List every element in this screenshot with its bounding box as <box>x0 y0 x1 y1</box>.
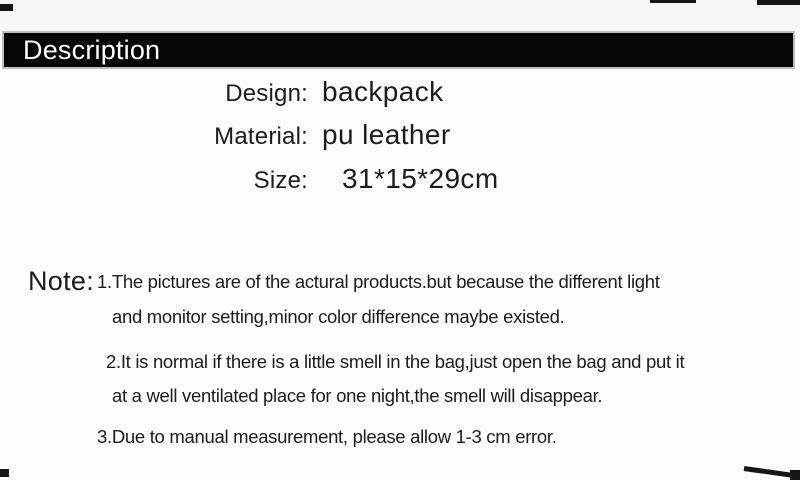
spec-row-material <box>145 119 451 151</box>
note-item-1-line-2: and monitor setting,minor color difference maybe existed. <box>112 306 565 327</box>
spec-label-size: Size: <box>253 167 308 194</box>
corner-mark-top-left <box>0 4 13 11</box>
corner-mark-bottom-right-2 <box>790 470 800 480</box>
note-item-1-line-1: 1.The pictures are of the actural products.but because the different light <box>97 271 660 292</box>
spec-value-size: 31*15*29cm <box>342 163 499 194</box>
corner-mark-top-right-1 <box>650 0 696 3</box>
top-strip <box>0 0 800 31</box>
spec-row-size <box>145 163 499 195</box>
note-item-2-line-1: 2.It is normal if there is a little smell in the bag,just open the bag and put it <box>106 351 685 372</box>
note-item-2-line-2: at a well ventilated place for one night,the smell will disappear. <box>112 385 603 406</box>
banner-title: Description <box>23 34 161 65</box>
spec-label-material: Material: <box>214 123 308 150</box>
note-item-3-line-1: 3.Due to manual measurement, please allow 1-3 cm error. <box>97 426 557 447</box>
spec-value-material: pu leather <box>322 119 451 150</box>
spec-label-design: Design: <box>225 80 308 107</box>
description-banner <box>2 31 795 69</box>
note-label: Note: <box>28 266 95 296</box>
corner-mark-top-right-2 <box>757 0 800 5</box>
corner-mark-bottom-left <box>0 469 9 477</box>
spec-value-design: backpack <box>322 76 444 107</box>
spec-row-design <box>145 76 444 108</box>
